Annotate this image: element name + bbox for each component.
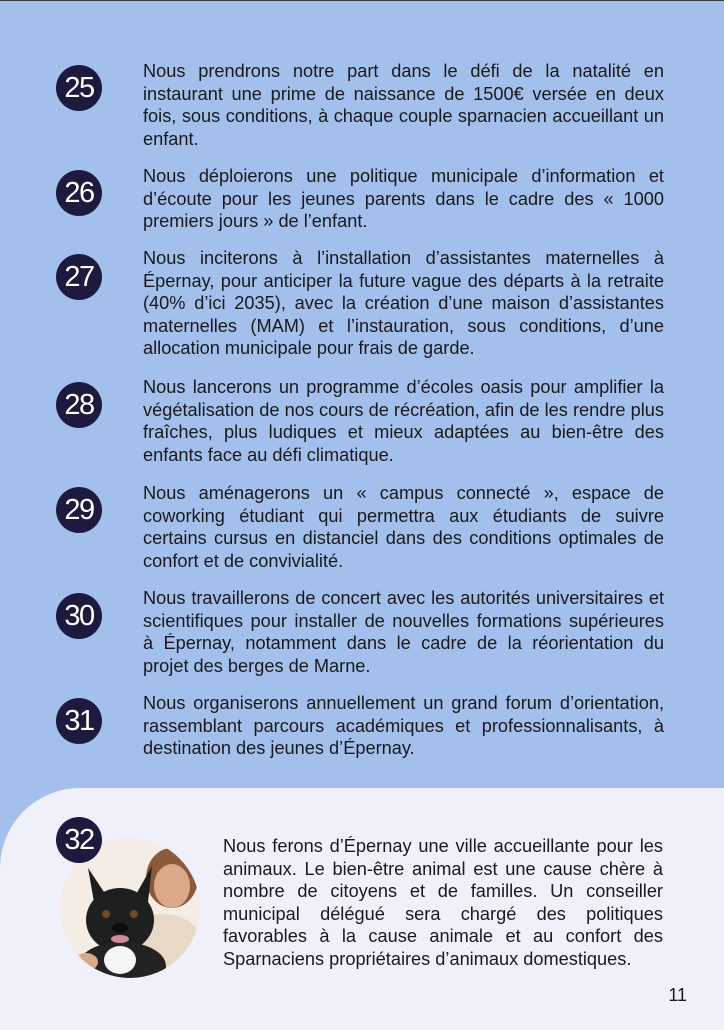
proposal-text: Nous travaillerons de concert avec les autorités universitaires et scientifiques pour installer de nouvelles formations supérieures à Épernay, notamment dans le cadre de la réorientation du projet des berges de Marne. — [143, 588, 664, 676]
proposal-number-badge: 27 — [56, 254, 102, 300]
proposal-number-badge: 31 — [56, 698, 102, 744]
top-border — [0, 0, 724, 1]
proposal-text: Nous prendrons notre part dans le défi de la natalité en instaurant une prime de naissance de 1500€ versée en deux fois, sous conditions, à chaque couple sparnacien accueillant un enfant. — [143, 61, 664, 149]
proposal-text: Nous organiserons annuellement un grand forum d’orientation, rassemblant parcours académiques et professionnalisants, à destination des jeunes d’Épernay. — [143, 693, 664, 759]
proposal-text: Nous inciterons à l’installation d’assistantes maternelles à Épernay, pour anticiper la future vague des départs à la retraite (40% d’ici 2035), avec la création d’une maison d’assistantes maternelles (MAM) et l’instauration, sous conditions, d’une allocation municipale pour frais de garde. — [143, 248, 664, 359]
page-number: 11 — [668, 985, 687, 1005]
proposal-number-badge: 26 — [56, 170, 102, 216]
proposal-number-badge: 32 — [56, 817, 102, 863]
proposal-text: Nous ferons d’Épernay une ville accueillante pour les animaux. Le bien-être animal est une cause chère à nombre de citoyens et de familles. Un conseiller municipal délégué sera chargé des politiques favorables à la cause animale et au confort des Sparnaciens propriétaires d’animaux domestiques. — [223, 836, 663, 969]
proposal-text: Nous aménagerons un « campus connecté », espace de coworking étudiant qui permettra aux étudiants de suivre certains cursus en distanciel dans des conditions optimales de confort et de convivialité. — [143, 483, 664, 571]
proposal-number-badge: 25 — [56, 65, 102, 111]
proposal-number-badge: 30 — [56, 593, 102, 639]
proposal-text: Nous lancerons un programme d’écoles oasis pour amplifier la végétalisation de nos cours de récréation, afin de les rendre plus fraîches, plus ludiques et mieux adaptées au bien-être des enfants face au défi climatique. — [143, 377, 664, 465]
proposal-text: Nous déploierons une politique municipale d’information et d’écoute pour les jeunes parents dans le cadre des « 1000 premiers jours » de l’enfant. — [143, 166, 664, 232]
proposal-number-badge: 28 — [56, 382, 102, 428]
proposal-number-badge: 29 — [56, 487, 102, 533]
